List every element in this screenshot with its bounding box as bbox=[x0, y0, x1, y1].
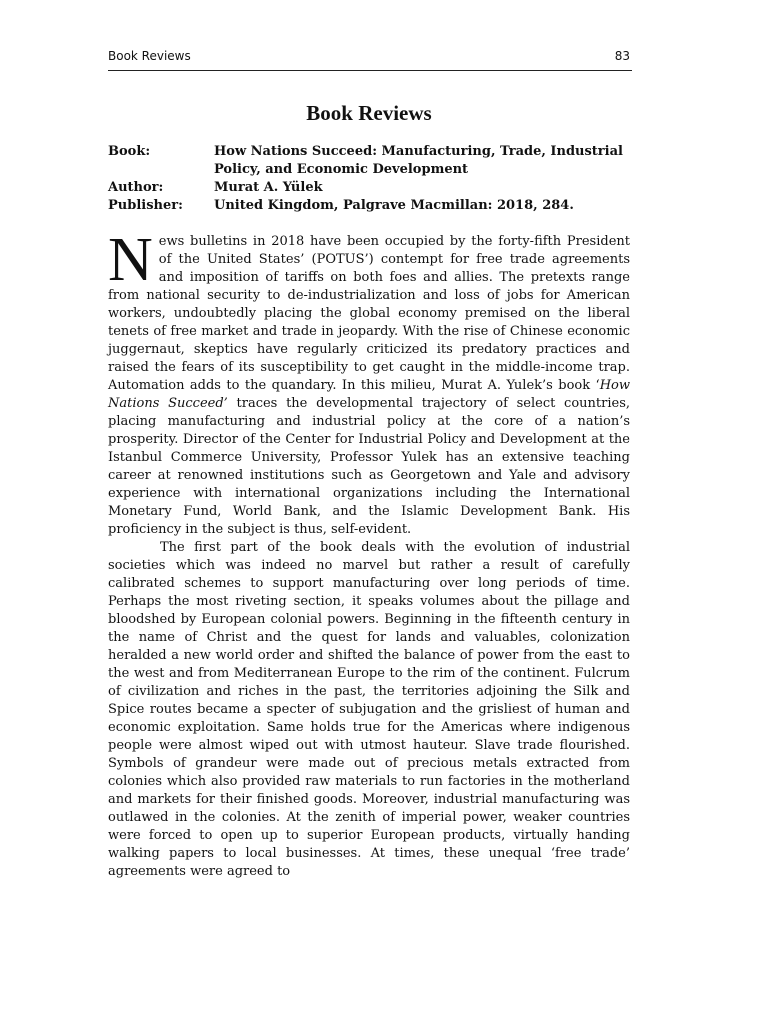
book-label: Book: bbox=[108, 144, 151, 159]
book-title-citation: How Nations Succeed’ bbox=[108, 378, 630, 411]
publisher-label: Publisher: bbox=[108, 198, 183, 213]
running-head-title: Book Reviews bbox=[108, 49, 191, 63]
review-body bbox=[108, 226, 630, 881]
paragraph-2: The first part of the book deals with the evolution of industrial societies which was indeed no marvel but rather a result of carefully calibrated schemes to support manufacturing over long periods of time. Perhaps the most riveting section, it speaks volumes about the pillage and bloodshed by European colonial powers. Beginning in the fifteenth century in the name of Christ and the quest for lands and valuables, colonization heralded a new world order and shifted the balance of power from the east to the west and from Mediterranean Europe to the rim of the continent. Fulcrum of civilization and riches in the past, the territories adjoining the Silk and Spice routes became a specter of subjugation and the grisliest of human and economic exploitation. Same holds true for the Americas where indigenous people were almost wiped out with utmost hauteur. Slave trade flourished. Symbols of grandeur were made out of precious metals extracted from colonies which also provided raw materials to run factories in the motherland and markets for their finished goods. Moreover, industrial manufacturing was outlawed in the colonies. At the zenith of imperial power, weaker countries were forced to open up to superior European products, virtually handing walking papers to local businesses. At times, these unequal ‘free trade’ agreements were agreed to bbox=[108, 540, 630, 879]
book-title: How Nations Succeed: Manufacturing, Trade, Industrial Policy, and Economic Development bbox=[214, 144, 623, 177]
drop-cap: N bbox=[108, 226, 153, 294]
book-info bbox=[108, 143, 630, 215]
publisher-row bbox=[108, 197, 630, 215]
book-row bbox=[108, 143, 630, 179]
paragraph-1-text-end: traces the developmental trajectory of select countries, placing manufacturing and industrial policy at the core of a nation’s prosperity. Director of the Center for Industrial Policy and Development at the Istanbul Commerce University, Professor Yulek has an extensive teaching career at renowned institutions such as Georgetown and Yale and advisory experience with international organizations including the International Monetary Fund, World Bank, and the Islamic Development Bank. His proficiency in the subject is thus, self-evident. bbox=[108, 396, 630, 537]
author-row bbox=[108, 179, 630, 197]
author-name: Murat A. Yülek bbox=[214, 180, 323, 195]
author-label: Author: bbox=[108, 180, 164, 195]
running-head bbox=[108, 48, 630, 64]
paragraph-1-text-start: ews bulletins in 2018 have been occupied by the forty-fifth President of the United States’ (POTUS’) contempt for free trade agreements and imposition of tariffs on both foes and allies. The pretexts range from national security to de-industrialization and loss of jobs for American workers, undoubtedly placing the global economy premised on the liberal tenets of free market and trade in jeopardy. With the rise of Chinese economic juggernaut, skeptics have regularly criticized its predatory practices and raised the fears of its susceptibility to get caught in the middle-income trap. Automation adds to the quandary. In this milieu, Murat A. Yulek’s book ‘ bbox=[108, 234, 630, 393]
header-rule bbox=[108, 70, 632, 71]
paragraph-1 bbox=[108, 226, 630, 539]
section-title: Book Reviews bbox=[306, 101, 432, 125]
page-number: 83 bbox=[614, 49, 630, 63]
publisher-info: United Kingdom, Palgrave Macmillan: 2018, 284. bbox=[214, 198, 574, 213]
